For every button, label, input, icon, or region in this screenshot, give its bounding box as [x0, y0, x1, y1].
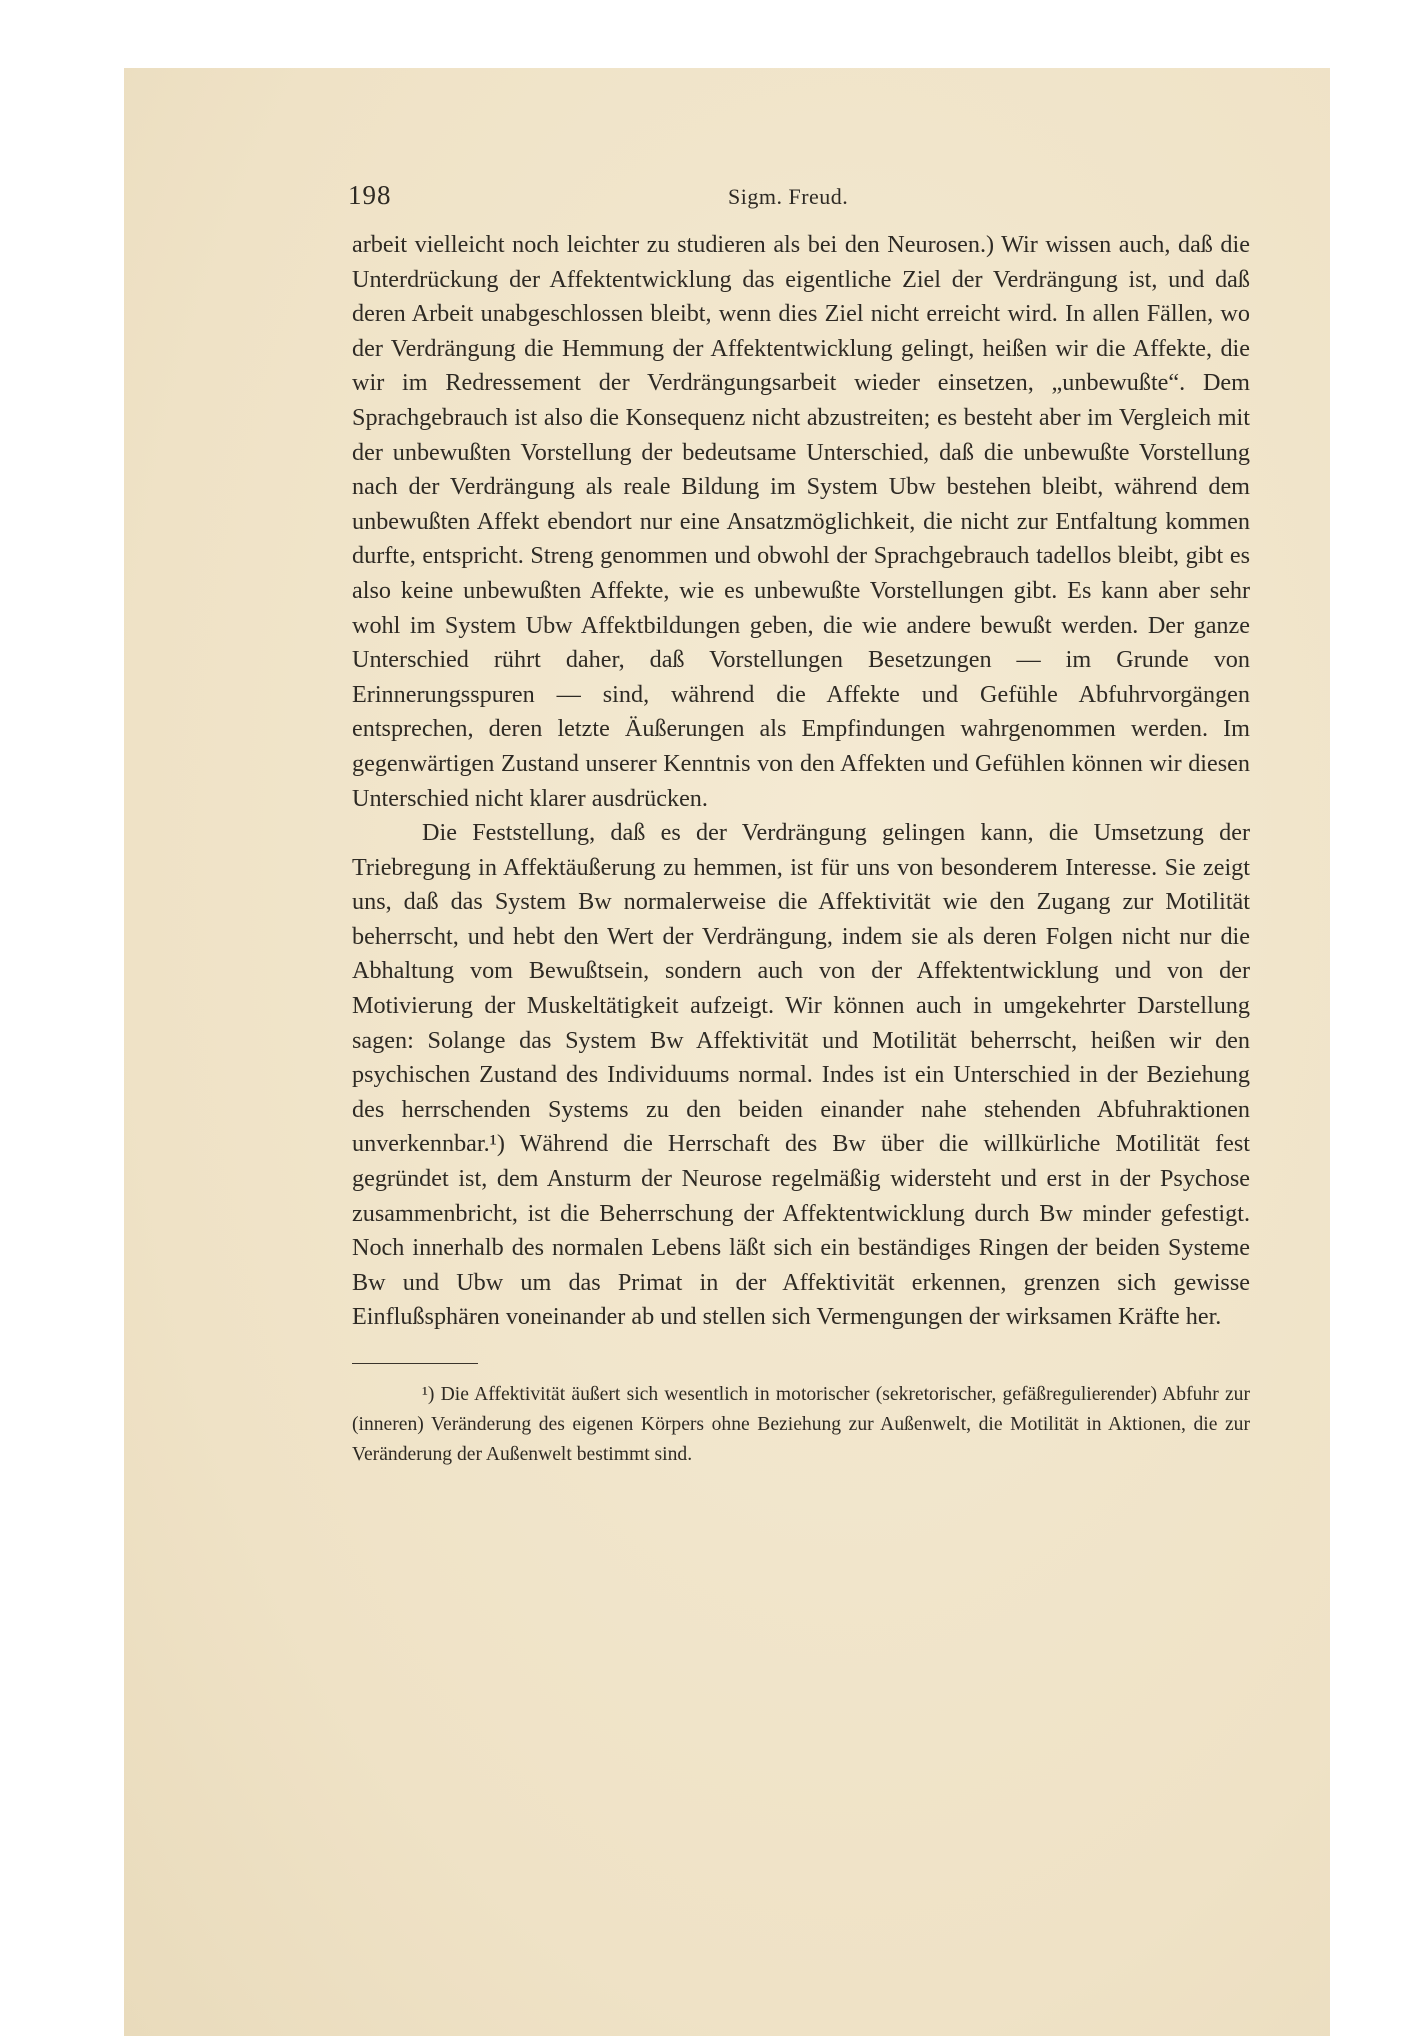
footnote-rule — [352, 1363, 478, 1364]
body-text — [352, 228, 1250, 1335]
running-head: Sigm. Freud. — [728, 184, 849, 209]
footnote: ¹) Die Affektivität äußert sich wesentlich in motorischer (sekretorischer, gefäßregulierender) Abfuhr zur (inneren) Veränderung des eigenen Körpers ohne Beziehung zur Außenwelt, die Motilität in Aktionen, die zur Veränderung der Außenwelt bestimmt sind. — [352, 1384, 1250, 1465]
book-page — [348, 180, 1250, 1470]
paragraph: Die Feststellung, daß es der Verdrängung gelingen kann, die Umsetzung der Triebregung in Affektäußerung zu hemmen, ist für uns von besonderem Interesse. Sie zeigt uns, daß das System Bw normalerweise die Affektivität wie den Zugang zur Motilität beherrscht, und hebt den Wert der Verdrängung, indem sie als deren Folgen nicht nur die Abhaltung vom Bewußtsein, sondern auch von der Affektentwicklung und von der Motivierung der Muskeltätigkeit aufzeigt. Wir können auch in umgekehrter Darstellung sagen: Solange das System Bw Affektivität und Motilität beherrscht, heißen wir den psychischen Zustand des Individuums normal. Indes ist ein Unterschied in der Beziehung des herrschenden Systems zu den beiden einander nahe stehenden Abfuhraktionen unverkennbar.¹) Während die Herrschaft des Bw über die willkürliche Motilität fest gegründet ist, dem Ansturm der Neurose regelmäßig widersteht und erst in der Psychose zusammenbricht, ist die Beherrschung der Affektentwicklung durch Bw minder gefestigt. Noch innerhalb des normalen Lebens läßt sich ein beständiges Ringen der beiden Systeme Bw und Ubw um das Primat in der Affektivität erkennen, grenzen sich gewisse Einflußsphären voneinander ab und stellen sich Vermengungen der wirksamen Kräfte her. — [352, 819, 1250, 1331]
page-header — [348, 180, 1250, 220]
paragraph-continued: arbeit vielleicht noch leichter zu studieren als bei den Neurosen.) Wir wissen auch, daß die Unterdrückung der Affektentwicklung das eigentliche Ziel der Verdrängung ist, und daß deren Arbeit unabgeschlossen bleibt, wenn dies Ziel nicht erreicht wird. In allen Fällen, wo der Verdrängung die Hemmung der Affektentwicklung gelingt, heißen wir die Affekte, die wir im Redressement der Verdrängungsarbeit wieder einsetzen, „unbewußte“. Dem Sprachgebrauch ist also die Konsequenz nicht abzustreiten; es besteht aber im Vergleich mit der unbewußten Vorstellung der bedeutsame Unterschied, daß die unbewußte Vorstellung nach der Verdrängung als reale Bildung im System Ubw bestehen bleibt, während dem unbewußten Affekt ebendort nur eine Ansatzmöglichkeit, die nicht zur Entfaltung kommen durfte, entspricht. Streng genommen und obwohl der Sprachgebrauch tadellos bleibt, gibt es also keine unbewußten Affekte, wie es unbewußte Vorstellungen gibt. Es kann aber sehr wohl im System Ubw Affektbildungen geben, die wie andere bewußt werden. Der ganze Unterschied rührt daher, daß Vorstellungen Besetzungen — im Grunde von Erinnerungsspuren — sind, während die Affekte und Gefühle Abfuhrvorgängen entsprechen, deren letzte Äußerungen als Empfindungen wahrgenommen werden. Im gegenwärtigen Zustand unserer Kenntnis von den Affekten und Gefühlen können wir diesen Unterschied nicht klarer ausdrücken. — [352, 231, 1250, 812]
page-number: 198 — [348, 180, 392, 210]
